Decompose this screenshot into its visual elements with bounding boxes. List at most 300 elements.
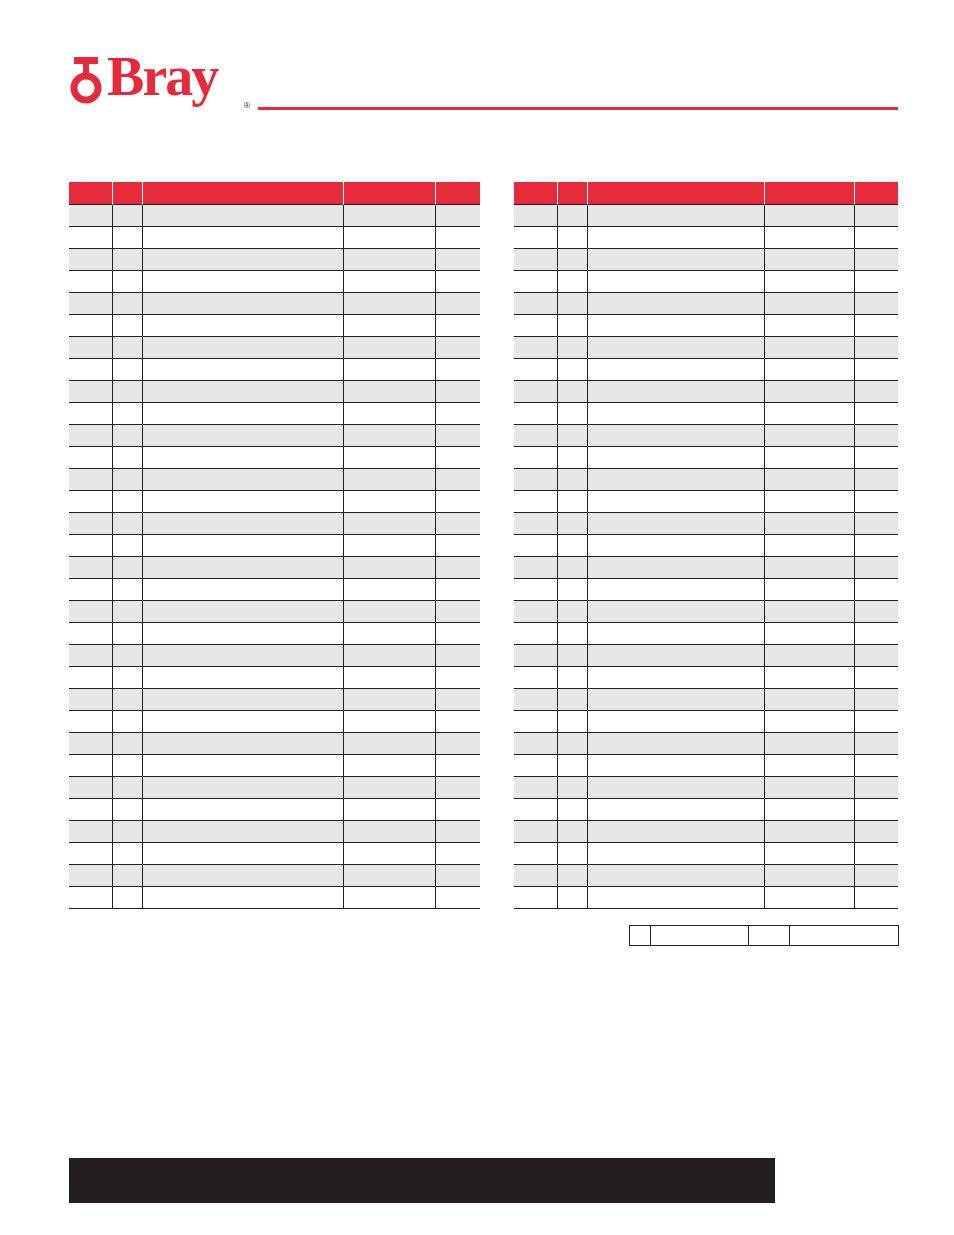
table-cell <box>764 204 854 226</box>
table-cell <box>435 556 480 578</box>
table-cell <box>587 512 764 534</box>
table-cell <box>764 358 854 380</box>
table-row <box>69 226 480 248</box>
table-row <box>514 336 898 358</box>
table-cell <box>435 776 480 798</box>
table-cell <box>854 248 898 270</box>
table-cell <box>854 292 898 314</box>
table-cell <box>435 820 480 842</box>
table-cell <box>764 512 854 534</box>
table-cell <box>142 204 343 226</box>
table-cell <box>142 358 343 380</box>
table-cell <box>69 380 112 402</box>
table-cell <box>112 424 142 446</box>
table-cell <box>435 864 480 886</box>
table-row <box>514 380 898 402</box>
table-cell <box>435 204 480 226</box>
table-cell <box>557 798 587 820</box>
table-cell <box>112 380 142 402</box>
table-cell <box>343 446 435 468</box>
table-cell <box>69 556 112 578</box>
table-cell <box>587 314 764 336</box>
table-row <box>514 446 898 468</box>
table-cell <box>854 644 898 666</box>
table-row <box>514 292 898 314</box>
table-row <box>69 578 480 600</box>
table-cell <box>112 644 142 666</box>
table-row <box>69 600 480 622</box>
table-cell <box>764 468 854 490</box>
table-cell <box>557 644 587 666</box>
table-cell <box>112 314 142 336</box>
bray-emblem-icon <box>68 57 104 105</box>
header-cell <box>557 182 587 204</box>
table-cell <box>112 732 142 754</box>
table-cell <box>514 402 557 424</box>
table-cell <box>69 886 112 908</box>
table-cell <box>557 710 587 732</box>
table-row <box>514 556 898 578</box>
table-cell <box>435 314 480 336</box>
table-cell <box>142 468 343 490</box>
table-cell <box>587 842 764 864</box>
table-row <box>514 710 898 732</box>
table-cell <box>69 864 112 886</box>
table-cell <box>435 380 480 402</box>
header-cell <box>764 182 854 204</box>
table-row <box>514 886 898 908</box>
header-cell <box>514 182 557 204</box>
table-cell <box>764 490 854 512</box>
table-cell <box>343 380 435 402</box>
table-row <box>69 248 480 270</box>
table-cell <box>142 556 343 578</box>
table-cell <box>514 512 557 534</box>
table-row <box>514 534 898 556</box>
table-header-row <box>69 182 480 204</box>
table-cell <box>854 468 898 490</box>
table-cell <box>854 798 898 820</box>
table-row <box>514 468 898 490</box>
table-cell <box>69 578 112 600</box>
table-cell <box>587 886 764 908</box>
table-row <box>69 710 480 732</box>
table-cell <box>435 512 480 534</box>
table-row <box>514 842 898 864</box>
table-cell <box>557 490 587 512</box>
footer-bar <box>69 1158 775 1203</box>
table-cell <box>557 754 587 776</box>
table-cell <box>764 292 854 314</box>
table-row <box>514 820 898 842</box>
table-cell <box>142 666 343 688</box>
table-cell <box>142 336 343 358</box>
table-cell <box>587 248 764 270</box>
table-cell <box>69 666 112 688</box>
table-cell <box>142 380 343 402</box>
table-cell <box>69 842 112 864</box>
table-cell <box>343 336 435 358</box>
header-cell <box>435 182 480 204</box>
table-cell <box>557 446 587 468</box>
table-cell <box>587 270 764 292</box>
table-cell <box>557 688 587 710</box>
table-cell <box>142 578 343 600</box>
table-cell <box>112 248 142 270</box>
table-cell <box>514 688 557 710</box>
table-cell <box>514 710 557 732</box>
table-cell <box>587 578 764 600</box>
table-cell <box>142 248 343 270</box>
table-cell <box>69 336 112 358</box>
table-cell <box>587 468 764 490</box>
table-cell <box>142 600 343 622</box>
table-cell <box>69 446 112 468</box>
table-row <box>69 534 480 556</box>
table-cell <box>112 270 142 292</box>
table-cell <box>854 754 898 776</box>
table-cell <box>343 776 435 798</box>
table-cell <box>514 358 557 380</box>
table-cell <box>854 666 898 688</box>
table-cell <box>112 688 142 710</box>
table-row <box>69 336 480 358</box>
table-cell <box>142 490 343 512</box>
table-cell <box>764 226 854 248</box>
table-row <box>69 204 480 226</box>
table-row <box>69 776 480 798</box>
table-cell <box>514 864 557 886</box>
table-cell <box>343 820 435 842</box>
table-cell <box>343 666 435 688</box>
table-cell <box>69 732 112 754</box>
table-cell <box>112 556 142 578</box>
table-row <box>69 732 480 754</box>
table-cell <box>343 578 435 600</box>
table-cell <box>514 754 557 776</box>
table-row <box>69 666 480 688</box>
table-cell <box>514 578 557 600</box>
table-cell <box>112 820 142 842</box>
table-cell <box>112 666 142 688</box>
table-cell <box>587 292 764 314</box>
table-cell <box>69 710 112 732</box>
table-cell <box>764 556 854 578</box>
table-cell <box>112 534 142 556</box>
table-cell <box>587 732 764 754</box>
table-cell <box>587 336 764 358</box>
table-row <box>514 798 898 820</box>
table-row <box>514 578 898 600</box>
table-cell <box>587 710 764 732</box>
table-row <box>514 358 898 380</box>
table-cell <box>764 842 854 864</box>
table-cell <box>435 842 480 864</box>
table-cell <box>557 292 587 314</box>
parts-table-left <box>69 182 480 909</box>
table-cell <box>557 226 587 248</box>
table-cell <box>112 886 142 908</box>
table-cell <box>69 358 112 380</box>
table-cell <box>112 842 142 864</box>
table-row <box>69 402 480 424</box>
table-row <box>514 248 898 270</box>
table-cell <box>112 446 142 468</box>
table-cell <box>435 402 480 424</box>
table-cell <box>514 446 557 468</box>
table-cell <box>764 864 854 886</box>
table-cell <box>514 292 557 314</box>
table-cell <box>557 314 587 336</box>
table-cell <box>343 314 435 336</box>
table-cell <box>514 248 557 270</box>
table-cell <box>514 644 557 666</box>
header-cell <box>854 182 898 204</box>
table-cell <box>435 424 480 446</box>
table-row <box>514 732 898 754</box>
table-cell <box>557 556 587 578</box>
table-row <box>514 512 898 534</box>
table-cell <box>587 446 764 468</box>
table-cell <box>557 732 587 754</box>
table-cell <box>142 710 343 732</box>
table-cell <box>587 688 764 710</box>
table-cell <box>764 666 854 688</box>
table-cell <box>854 402 898 424</box>
table-cell <box>587 622 764 644</box>
table-cell <box>435 358 480 380</box>
table-cell <box>343 226 435 248</box>
table-cell <box>514 336 557 358</box>
table-cell <box>557 248 587 270</box>
header-cell <box>112 182 142 204</box>
table-cell <box>764 820 854 842</box>
table-row <box>69 490 480 512</box>
table-cell <box>514 204 557 226</box>
table-cell <box>854 776 898 798</box>
table-cell <box>587 424 764 446</box>
table-cell <box>854 842 898 864</box>
table-cell <box>557 204 587 226</box>
revision-box-cell <box>790 926 899 946</box>
table-cell <box>435 534 480 556</box>
table-cell <box>69 424 112 446</box>
table-cell <box>587 600 764 622</box>
table-cell <box>112 358 142 380</box>
table-cell <box>854 688 898 710</box>
table-cell <box>764 534 854 556</box>
table-cell <box>112 490 142 512</box>
table-cell <box>514 424 557 446</box>
table-cell <box>514 732 557 754</box>
table-cell <box>587 754 764 776</box>
header-rule <box>258 107 898 110</box>
table-cell <box>514 226 557 248</box>
table-cell <box>514 468 557 490</box>
table-cell <box>435 336 480 358</box>
table-cell <box>69 512 112 534</box>
table-cell <box>142 270 343 292</box>
table-cell <box>112 864 142 886</box>
table-cell <box>435 226 480 248</box>
table-cell <box>142 776 343 798</box>
table-cell <box>343 886 435 908</box>
table-cell <box>69 314 112 336</box>
table-cell <box>587 204 764 226</box>
table-row <box>69 358 480 380</box>
table-cell <box>69 820 112 842</box>
table-cell <box>69 270 112 292</box>
table-cell <box>514 886 557 908</box>
table-cell <box>764 424 854 446</box>
table-cell <box>514 798 557 820</box>
header-cell <box>142 182 343 204</box>
table-cell <box>343 468 435 490</box>
table-cell <box>764 314 854 336</box>
table-cell <box>587 358 764 380</box>
table-cell <box>854 336 898 358</box>
table-cell <box>343 292 435 314</box>
table-header-row <box>514 182 898 204</box>
table-cell <box>435 688 480 710</box>
table-cell <box>764 798 854 820</box>
table-cell <box>142 424 343 446</box>
table-cell <box>514 600 557 622</box>
table-cell <box>142 864 343 886</box>
table-cell <box>112 622 142 644</box>
table-cell <box>343 424 435 446</box>
table-cell <box>69 534 112 556</box>
table-row <box>514 666 898 688</box>
table-cell <box>854 820 898 842</box>
table-cell <box>69 226 112 248</box>
table-cell <box>69 468 112 490</box>
table-cell <box>764 578 854 600</box>
table-cell <box>587 380 764 402</box>
table-cell <box>69 688 112 710</box>
table-cell <box>514 534 557 556</box>
table-row <box>514 688 898 710</box>
table-cell <box>557 468 587 490</box>
table-cell <box>142 820 343 842</box>
table-cell <box>112 336 142 358</box>
table-cell <box>764 270 854 292</box>
table-cell <box>112 600 142 622</box>
table-cell <box>435 622 480 644</box>
table-row <box>514 644 898 666</box>
table-cell <box>69 490 112 512</box>
table-cell <box>854 534 898 556</box>
table-cell <box>557 424 587 446</box>
table-cell <box>854 314 898 336</box>
table-row <box>514 600 898 622</box>
table-row <box>514 314 898 336</box>
table-cell <box>854 358 898 380</box>
table-cell <box>854 512 898 534</box>
table-cell <box>142 292 343 314</box>
table-cell <box>557 666 587 688</box>
table-cell <box>343 622 435 644</box>
table-cell <box>69 292 112 314</box>
table-cell <box>343 534 435 556</box>
table-row <box>69 424 480 446</box>
table-cell <box>112 710 142 732</box>
table-cell <box>343 512 435 534</box>
table-cell <box>854 270 898 292</box>
table-cell <box>142 446 343 468</box>
table-cell <box>343 688 435 710</box>
table-cell <box>557 864 587 886</box>
table-cell <box>764 688 854 710</box>
table-cell <box>112 402 142 424</box>
table-cell <box>557 578 587 600</box>
table-cell <box>112 204 142 226</box>
table-cell <box>854 578 898 600</box>
table-cell <box>343 842 435 864</box>
table-cell <box>854 446 898 468</box>
table-cell <box>557 622 587 644</box>
table-cell <box>854 226 898 248</box>
table-cell <box>435 644 480 666</box>
table-cell <box>587 402 764 424</box>
table-cell <box>514 314 557 336</box>
table-cell <box>69 754 112 776</box>
table-row <box>514 622 898 644</box>
table-cell <box>587 820 764 842</box>
table-cell <box>764 446 854 468</box>
table-cell <box>557 886 587 908</box>
table-row <box>69 798 480 820</box>
table-cell <box>142 226 343 248</box>
table-cell <box>557 336 587 358</box>
revision-box-row <box>630 926 899 946</box>
table-row <box>69 270 480 292</box>
table-cell <box>557 512 587 534</box>
table-cell <box>764 710 854 732</box>
table-cell <box>514 270 557 292</box>
header-cell <box>69 182 112 204</box>
table-cell <box>69 776 112 798</box>
table-cell <box>343 270 435 292</box>
table-cell <box>435 732 480 754</box>
table-cell <box>557 380 587 402</box>
table-row <box>69 688 480 710</box>
table-cell <box>343 798 435 820</box>
table-cell <box>435 666 480 688</box>
table-cell <box>557 820 587 842</box>
table-cell <box>142 886 343 908</box>
table-cell <box>587 644 764 666</box>
table-cell <box>142 402 343 424</box>
table-cell <box>854 886 898 908</box>
table-cell <box>343 754 435 776</box>
table-row <box>514 776 898 798</box>
bray-logo <box>68 46 258 115</box>
table-cell <box>69 798 112 820</box>
table-cell <box>112 468 142 490</box>
table-cell <box>343 556 435 578</box>
table-cell <box>435 710 480 732</box>
table-cell <box>69 622 112 644</box>
table-cell <box>142 688 343 710</box>
table-row <box>514 204 898 226</box>
revision-box <box>629 925 899 946</box>
table-row <box>69 820 480 842</box>
table-cell <box>112 292 142 314</box>
revision-box-cell <box>749 926 790 946</box>
table-row <box>69 446 480 468</box>
table-row <box>514 754 898 776</box>
